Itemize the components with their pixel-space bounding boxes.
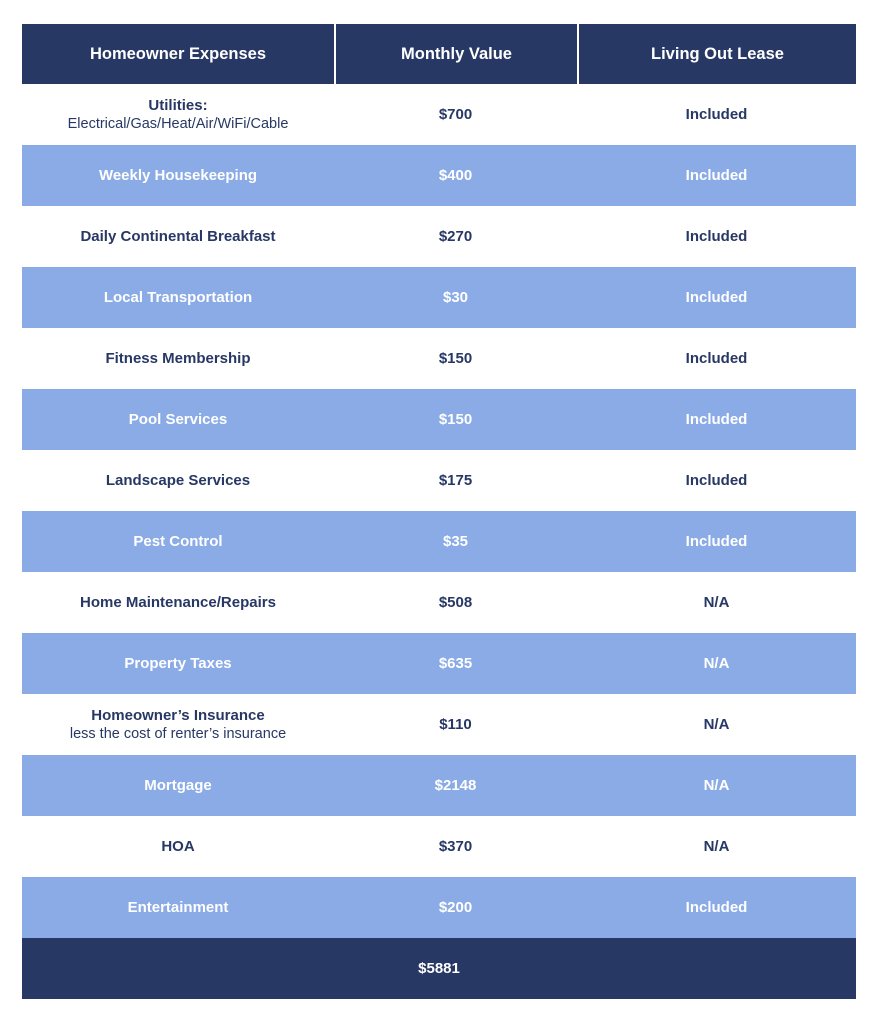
expense-sub-label: Electrical/Gas/Heat/Air/WiFi/Cable	[67, 116, 289, 132]
table-row	[22, 877, 856, 938]
table-row	[22, 511, 856, 572]
lease-status: Included	[685, 899, 748, 916]
table-row	[22, 816, 856, 877]
total-row	[22, 938, 856, 999]
monthly-value: $370	[438, 838, 473, 855]
table-row	[22, 755, 856, 816]
table-row	[22, 633, 856, 694]
monthly-value: $2148	[434, 777, 477, 794]
monthly-value: $508	[438, 594, 473, 611]
expense-name: Home Maintenance/Repairs	[80, 594, 276, 611]
monthly-value: $700	[438, 106, 473, 123]
lease-status: Included	[685, 533, 748, 550]
lease-status: N/A	[703, 838, 730, 855]
lease-status: N/A	[703, 716, 730, 733]
expense-label: Homeowner’s Insurance	[91, 707, 265, 724]
expense-name: Local Transportation	[103, 289, 253, 306]
table-header	[22, 24, 856, 84]
lease-status: Included	[685, 228, 748, 245]
total-value: $5881	[418, 960, 460, 977]
expense-table	[22, 24, 856, 999]
monthly-value: $635	[438, 655, 473, 672]
table-row	[22, 389, 856, 450]
expense-name: Fitness Membership	[105, 350, 251, 367]
lease-status: Included	[685, 106, 748, 123]
monthly-value: $175	[438, 472, 473, 489]
expense-name: Pest Control	[133, 533, 223, 550]
monthly-value: $30	[442, 289, 469, 306]
table-row	[22, 694, 856, 755]
lease-status: Included	[685, 350, 748, 367]
expense-name: Entertainment	[127, 899, 229, 916]
expense-name: Property Taxes	[124, 655, 232, 672]
expense-name	[22, 706, 334, 743]
table-row	[22, 267, 856, 328]
monthly-value: $400	[438, 167, 473, 184]
monthly-value: $270	[438, 228, 473, 245]
header-homeowner-expenses: Homeowner Expenses	[89, 44, 267, 63]
table-row	[22, 328, 856, 389]
monthly-value: $110	[439, 716, 472, 733]
lease-status: N/A	[703, 594, 730, 611]
table-row	[22, 572, 856, 633]
monthly-value: $35	[442, 533, 469, 550]
expense-name: HOA	[161, 838, 195, 855]
expense-name	[22, 96, 334, 133]
header-monthly-value: Monthly Value	[334, 24, 577, 84]
expense-sub-label: less the cost of renter’s insurance	[69, 726, 287, 742]
lease-status: N/A	[703, 777, 730, 794]
lease-status: Included	[685, 472, 748, 489]
lease-status: Included	[685, 411, 748, 428]
expense-name: Landscape Services	[105, 472, 251, 489]
lease-status: Included	[685, 289, 748, 306]
lease-status: Included	[685, 167, 748, 184]
table-row	[22, 206, 856, 267]
expense-name: Mortgage	[144, 777, 212, 794]
expense-label: Utilities:	[148, 97, 208, 114]
monthly-value: $200	[438, 899, 473, 916]
expense-name: Daily Continental Breakfast	[80, 228, 276, 245]
table-row	[22, 145, 856, 206]
monthly-value: $150	[438, 411, 473, 428]
header-living-out-lease: Living Out Lease	[577, 24, 856, 84]
table-row	[22, 84, 856, 145]
monthly-value: $150	[438, 350, 473, 367]
expense-name: Pool Services	[128, 411, 228, 428]
table-row	[22, 450, 856, 511]
expense-name: Weekly Housekeeping	[98, 167, 258, 184]
lease-status: N/A	[703, 655, 730, 672]
